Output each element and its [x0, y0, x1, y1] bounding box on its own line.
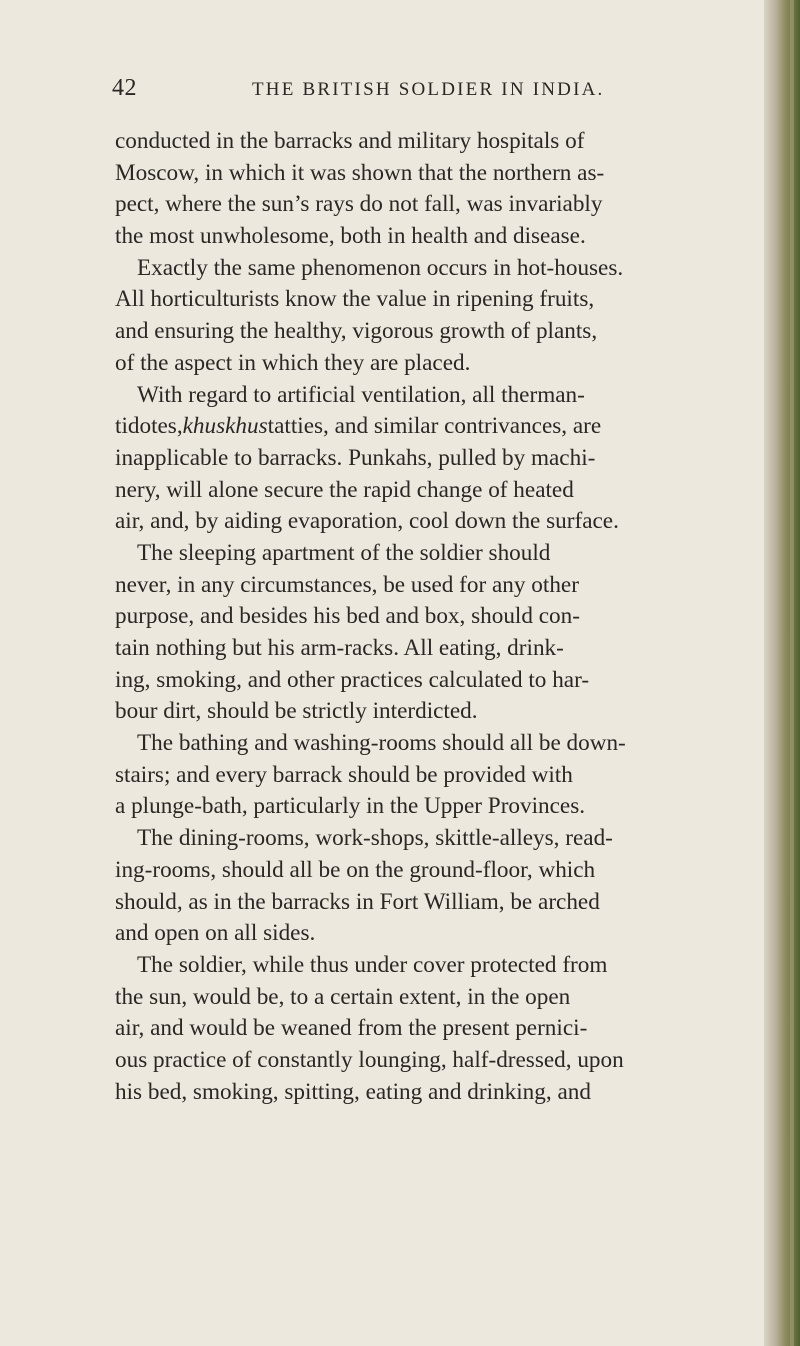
text-segment: The dining-rooms, work-shops, skittle-alleys, read- [137, 825, 613, 852]
text-segment: purpose, and besides his bed and box, should con- [115, 603, 580, 630]
text-segment: stairs; and every barrack should be provided with [115, 761, 573, 788]
text-line [115, 855, 755, 887]
text-line [115, 189, 755, 221]
text-segment: of the aspect in which they are placed. [115, 349, 471, 376]
page-number: 42 [112, 75, 137, 101]
text-line [115, 284, 755, 316]
text-line [115, 760, 755, 792]
text-line [115, 887, 755, 919]
page-edge-stripe [790, 0, 794, 1346]
text-segment: should, as in the barracks in Fort William, be arched [115, 888, 600, 915]
text-segment: never, in any circumstances, be used for any other [115, 571, 579, 598]
italic-term: khuskhus [182, 413, 268, 440]
text-line [115, 633, 755, 665]
text-line [115, 158, 755, 190]
text-segment: Exactly the same phenomenon occurs in hot-houses. [137, 254, 624, 281]
text-segment: ous practice of constantly lounging, half-dressed, upon [115, 1046, 624, 1073]
text-segment: conducted in the barracks and military hospitals of [115, 128, 585, 154]
running-head: THE BRITISH SOLDIER IN INDIA. [252, 79, 605, 100]
text-segment: bour dirt, should be strictly interdicted. [115, 698, 478, 725]
text-segment: inapplicable to barracks. Punkahs, pulled by machi- [115, 444, 596, 471]
text-line [115, 380, 755, 412]
text-segment: The sleeping apartment of the soldier should [137, 539, 551, 566]
text-line [115, 665, 755, 697]
text-segment [115, 411, 601, 443]
text-segment: and ensuring the healthy, vigorous growth of plants, [115, 318, 598, 345]
text-line [115, 1045, 755, 1077]
text-line [115, 411, 755, 443]
text-line [115, 475, 755, 507]
text-segment: air, and would be weaned from the present pernici- [115, 1015, 588, 1042]
text-segment: the most unwholesome, both in health and disease. [115, 223, 586, 250]
text-line [115, 601, 755, 633]
text-segment: a plunge-bath, particularly in the Upper Provinces. [115, 793, 586, 820]
text-line [115, 316, 755, 348]
text-line [115, 918, 755, 950]
text-segment: air, and, by aiding evaporation, cool down the surface. [115, 508, 619, 535]
text-line [115, 253, 755, 285]
text-line [115, 1013, 755, 1045]
text-segment: nery, will alone secure the rapid change of heated [115, 476, 574, 503]
text-line [115, 823, 755, 855]
text-segment: The bathing and washing-rooms should all be down- [137, 730, 626, 757]
text-segment: The soldier, while thus under cover protected from [137, 951, 608, 978]
text-line [115, 728, 755, 760]
text-line [115, 221, 755, 253]
text-segment: tain nothing but his arm-racks. All eating, drink- [115, 635, 564, 661]
text-line [115, 443, 755, 475]
text-line [115, 696, 755, 728]
text-line [115, 538, 755, 570]
body-text [115, 126, 755, 1108]
page-header [112, 75, 672, 109]
text-segment-start: tidotes, [115, 413, 183, 440]
text-segment: pect, where the sun’s rays do not fall, was invariably [115, 191, 603, 218]
text-segment: ing-rooms, should all be on the ground-floor, which [115, 856, 596, 883]
text-segment: ing, smoking, and other practices calculated to har- [115, 666, 590, 693]
text-line [115, 982, 755, 1014]
text-segment: With regard to artificial ventilation, all therman- [137, 381, 585, 408]
text-segment: Moscow, in which it was shown that the northern as- [115, 159, 605, 186]
text-line [115, 126, 755, 158]
text-segment: his bed, smoking, spitting, eating and drinking, and [115, 1078, 591, 1105]
text-line [115, 348, 755, 380]
text-segment-end: tatties, and similar contrivances, are [267, 413, 602, 440]
text-segment: the sun, would be, to a certain extent, in the open [115, 983, 571, 1010]
text-line [115, 570, 755, 602]
text-line [115, 1077, 755, 1109]
text-segment: and open on all sides. [115, 920, 316, 947]
text-line [115, 506, 755, 538]
text-segment: All horticulturists know the value in ripening fruits, [115, 286, 595, 313]
text-line [115, 791, 755, 823]
page-edge-shadow [764, 0, 800, 1346]
text-line [115, 950, 755, 982]
